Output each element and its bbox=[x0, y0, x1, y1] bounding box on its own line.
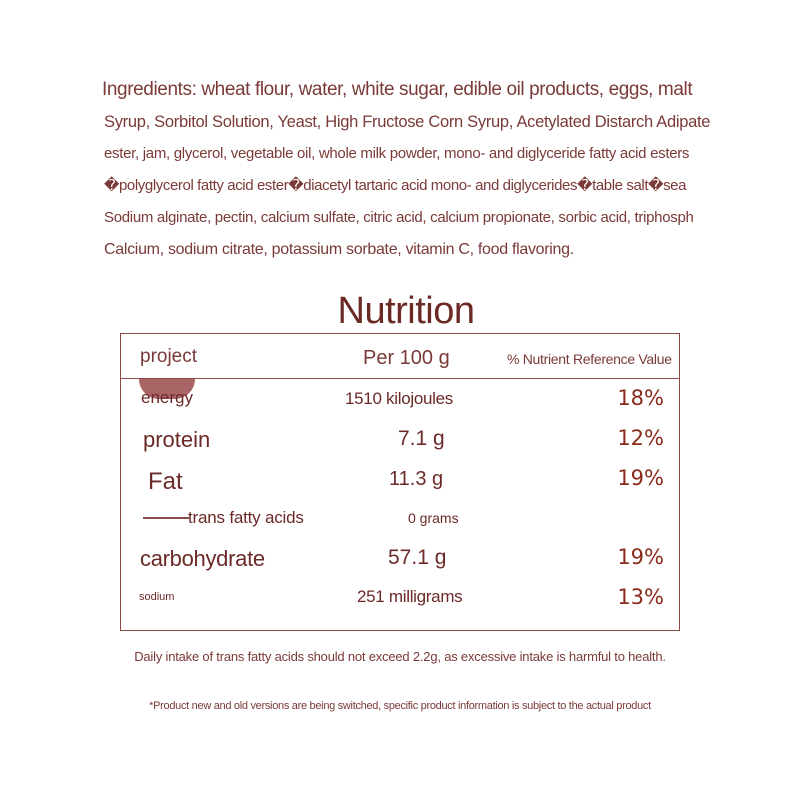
row-trans-fat-name: trans fatty acids bbox=[188, 508, 304, 527]
row-sodium-amount: 251 milligrams bbox=[357, 587, 463, 606]
row-protein-nrv: 12% bbox=[617, 426, 664, 450]
row-energy-amount: 1510 kilojoules bbox=[345, 389, 453, 408]
row-carbohydrate-nrv: 19% bbox=[617, 545, 664, 569]
trans-fat-warning: Daily intake of trans fatty acids should not exceed 2.2g, as excessive intake is harmful to health. bbox=[134, 649, 666, 664]
ingredients-line: Ingredients: wheat flour, water, white sugar, edible oil products, eggs, malt bbox=[102, 79, 693, 100]
row-trans-fat-amount: 0 grams bbox=[408, 510, 459, 526]
ingredients-line: Sodium alginate, pectin, calcium sulfate, citric acid, calcium propionate, sorbic acid, triphosph bbox=[104, 209, 694, 226]
footer-disclaimer: *Product new and old versions are being switched, specific product information is subject to the actual product bbox=[149, 700, 651, 712]
header-nrv: % Nutrient Reference Value bbox=[507, 351, 672, 367]
row-fat-nrv: 19% bbox=[617, 466, 664, 490]
row-energy-name: energy bbox=[141, 388, 193, 407]
row-fat-amount: 11.3 g bbox=[389, 468, 444, 490]
row-energy-nrv: 18% bbox=[617, 386, 664, 410]
ingredients-line: �polyglycerol fatty acid ester�diacetyl tartaric acid mono- and diglycerides�table salt�sea bbox=[104, 177, 687, 194]
nutrition-title: Nutrition bbox=[337, 290, 475, 332]
header-per-100g: Per 100 g bbox=[363, 347, 450, 369]
header-project: project bbox=[140, 346, 198, 367]
row-protein-amount: 7.1 g bbox=[398, 427, 445, 450]
row-sodium-name: sodium bbox=[139, 591, 175, 603]
row-fat-name: Fat bbox=[148, 468, 183, 495]
row-carbohydrate-amount: 57.1 g bbox=[388, 546, 447, 569]
ingredients-line: ester, jam, glycerol, vegetable oil, whole milk powder, mono- and diglyceride fatty acid esters bbox=[104, 145, 690, 162]
ingredients-block bbox=[102, 74, 712, 266]
ingredients-line: Calcium, sodium citrate, potassium sorbate, vitamin C, food flavoring. bbox=[104, 241, 574, 258]
row-carbohydrate-name: carbohydrate bbox=[140, 546, 265, 571]
header-divider bbox=[121, 378, 679, 379]
ingredients-line: Syrup, Sorbitol Solution, Yeast, High Fructose Corn Syrup, Acetylated Distarch Adipate bbox=[104, 113, 711, 131]
row-protein-name: protein bbox=[143, 427, 211, 452]
sub-item-dash bbox=[143, 517, 189, 519]
nutrition-table bbox=[120, 333, 680, 631]
row-sodium-nrv: 13% bbox=[617, 585, 664, 609]
